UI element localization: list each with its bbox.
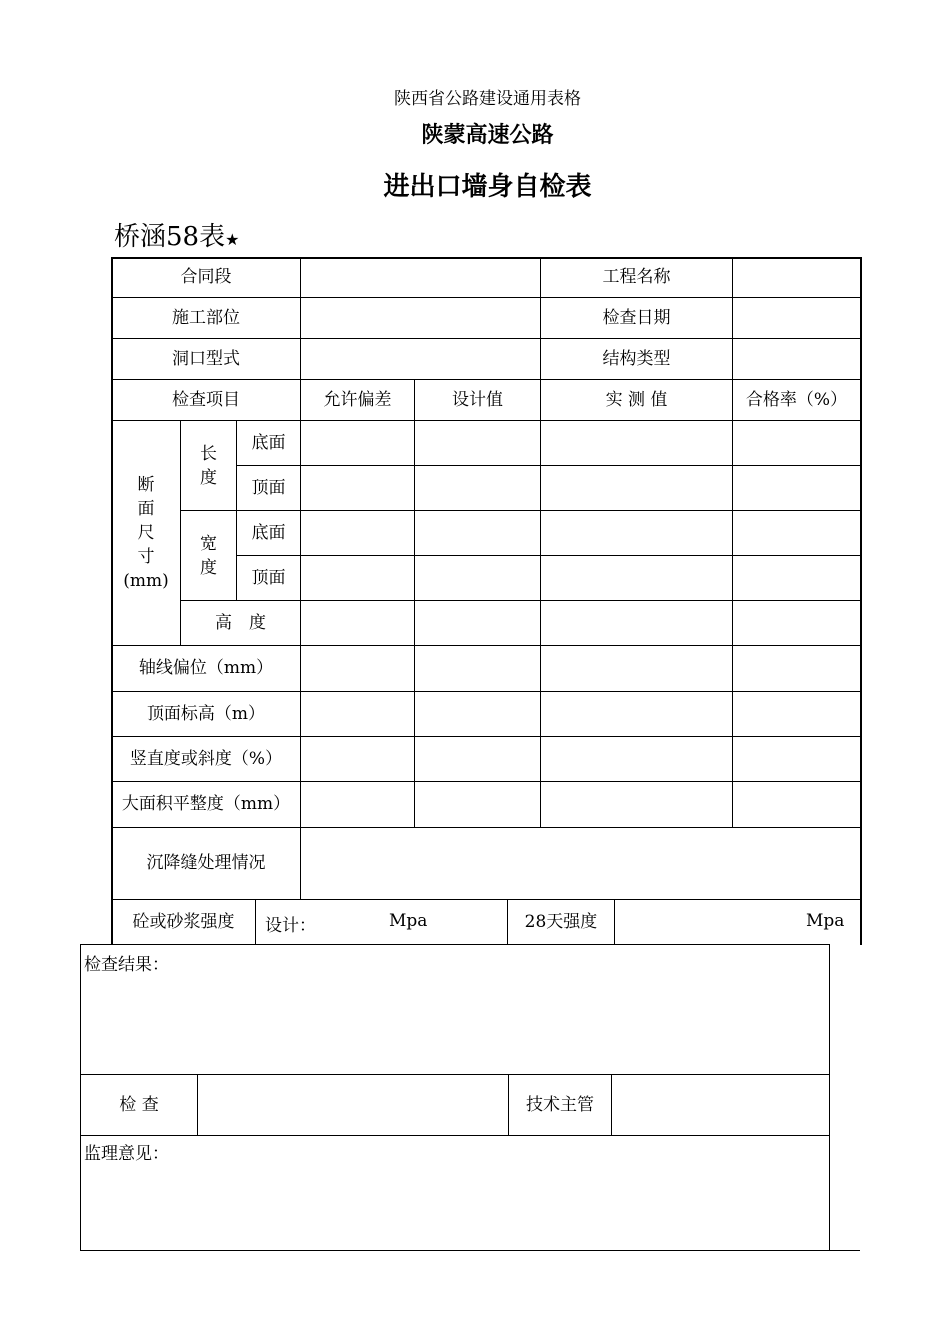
settlement-value[interactable] (301, 828, 860, 899)
section-size-group-label (112, 421, 180, 645)
tech-lead-value[interactable] (612, 1075, 829, 1135)
project-name-value[interactable] (733, 257, 860, 297)
length-char-2: 度 (200, 467, 217, 488)
verticality-label: 竖直度或斜度（%） (129, 748, 283, 769)
form-code (114, 216, 239, 253)
portal-type-label: 洞口型式 (172, 348, 240, 369)
settlement-label: 沉降缝处理情况 (146, 853, 266, 873)
form-code-text: 桥涵58表 (114, 222, 226, 252)
width-bottom-label: 底面 (251, 522, 286, 543)
structure-type-label: 结构类型 (602, 348, 671, 369)
inspector-value[interactable] (198, 1075, 508, 1135)
page-title: 进出口墙身自检表 (383, 172, 592, 202)
structure-type-value[interactable] (733, 339, 860, 379)
col-pass-rate: 合格率（%） (745, 389, 848, 410)
length-bottom-label: 底面 (251, 432, 286, 453)
section-char-1: 断 (137, 475, 155, 495)
tech-lead-label: 技术主管 (526, 1094, 594, 1115)
check-result-label: 检查结果： (84, 955, 169, 975)
length-label (181, 421, 236, 510)
check-date-label: 检查日期 (602, 307, 671, 328)
section-char-2: 面 (137, 499, 155, 519)
top-elevation-label: 顶面标高（m） (146, 703, 266, 724)
length-top-label: 顶面 (251, 477, 286, 498)
project-name-heading: 陕蒙高速公路 (421, 123, 554, 148)
col-measured-value: 实 测 值 (605, 389, 668, 410)
subtitle: 陕西省公路建设通用表格 (394, 89, 581, 109)
star-icon: ★ (225, 230, 240, 249)
strength-label: 砼或砂浆强度 (132, 911, 235, 932)
section-char-3: 尺 (137, 523, 155, 543)
section-unit: (mm) (123, 571, 169, 591)
strength-28day-label: 28天强度 (524, 911, 598, 932)
flatness-label: 大面积平整度（mm） (121, 794, 291, 814)
portal-type-value[interactable] (301, 339, 540, 379)
construction-part-label: 施工部位 (172, 307, 240, 328)
supervisor-opinion-label: 监理意见： (84, 1144, 169, 1164)
width-label (181, 511, 236, 600)
col-design-value: 设计值 (452, 389, 503, 410)
strength-design-unit: Mpa (389, 911, 428, 931)
contract-section-label: 合同段 (180, 266, 232, 287)
construction-part-value[interactable] (301, 298, 540, 338)
width-char-1: 宽 (200, 533, 217, 554)
inspector-label: 检 查 (119, 1094, 159, 1115)
strength-28day-unit: Mpa (806, 911, 845, 931)
check-date-value[interactable] (733, 298, 860, 338)
height-label: 高 度 (215, 612, 266, 633)
width-top-label: 顶面 (251, 567, 286, 588)
col-tolerance: 允许偏差 (323, 389, 392, 410)
project-name-label: 工程名称 (602, 266, 671, 287)
section-char-4: 寸 (137, 547, 155, 567)
length-char-1: 长 (200, 443, 217, 464)
axis-offset-label: 轴线偏位（mm） (138, 658, 274, 678)
strength-design-label: 设计： (265, 916, 316, 936)
col-check-item: 检查项目 (172, 389, 240, 410)
width-char-2: 度 (200, 557, 217, 578)
contract-section-value[interactable] (301, 257, 540, 297)
